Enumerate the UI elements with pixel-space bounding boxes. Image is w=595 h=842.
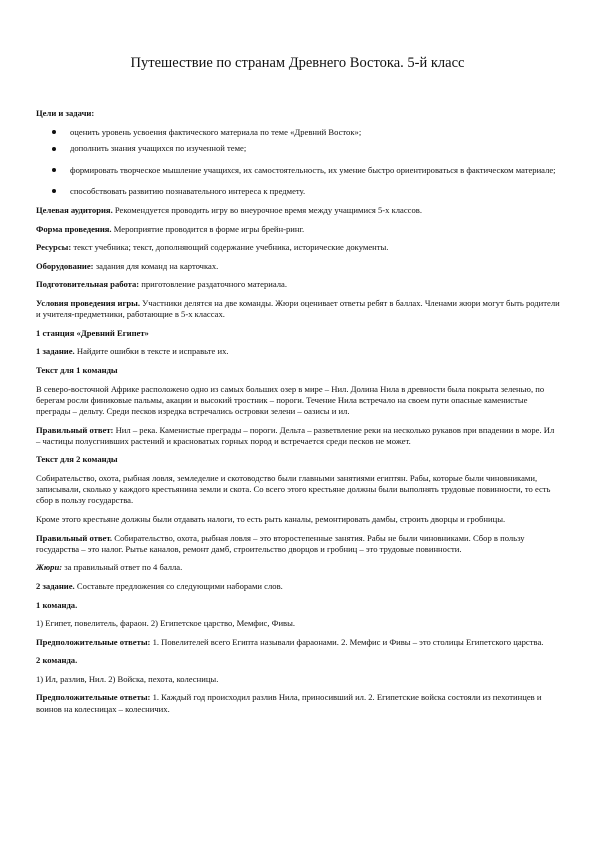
target-audience: Целевая аудитория. Рекомендуется проводить игру во внеурочное время между учащимися 5-х классов.	[36, 205, 422, 215]
team1-heading: Текст для 1 команды	[36, 364, 118, 375]
task-1: 1 задание. Найдите ошибки в тексте и исправьте их.	[36, 346, 229, 357]
team2-heading: Текст для 2 команды	[36, 454, 118, 465]
document-body	[36, 108, 560, 722]
event-form: Форма проведения. Мероприятие проводится в форме игры брейн-ринг.	[36, 223, 305, 234]
team2-text-extra: Кроме этого крестьяне должны были отдавать налоги, то есть рыть каналы, ремонтировать дамбы, строить дворцы и гробницы.	[36, 513, 506, 524]
list-item: дополнить знания учащихся по изученной теме;	[36, 143, 560, 154]
team1-answer: Правильный ответ: Нил – река. Каменистые преграды – пороги. Дельта – разветвление реки на несколько рукавов при впадении в море. Ил – частицы полусгнивших растений и красноватых горных пород и встречается среди песков не может.	[36, 424, 555, 446]
jury-note: Жюри: за правильный ответ по 4 балла.	[36, 562, 183, 573]
bullet-icon	[52, 189, 56, 193]
station-heading: 1 станция «Древний Египет»	[36, 327, 149, 338]
goals-heading: Цели и задачи:	[36, 108, 95, 118]
bullet-icon	[52, 168, 56, 172]
team1-text: В северо-восточной Африке расположено одно из самых больших озер в мире – Нил. Долина Нила в древности была покрыта зеленью, по берегам росли финиковые пальмы, акации и высокий тростник – пороги. Течение Нила встречало на своем пути опасные каменистые преграды – дельту. Среди песков изредка встречались островки зелени – оазисы и ил.	[36, 383, 545, 416]
team2-answer: Правильный ответ. Собирательство, охота, рыбная ловля – это второстепенные занятия. Рабы не были чиновниками. Сбор в пользу государства – это налог. Рытье каналов, ремонт дамб, строительство дворцов и гробниц – это трудовые повинности.	[36, 532, 525, 554]
command1-heading: 1 команда.	[36, 599, 78, 610]
goals-list	[36, 127, 560, 197]
bullet-icon	[52, 130, 56, 134]
page-title: Путешествие по странам Древнего Востока. 5-й класс	[130, 55, 465, 71]
game-conditions: Условия проведения игры. Участники делятся на две команды. Жюри оценивает ответы ребят в баллах. Членами жюри могут быть родители и учителя-предметники, работающие в 5-х классах.	[36, 297, 560, 320]
list-item: способствовать развитию познавательного интереса к предмету.	[36, 186, 560, 197]
team2-text: Собирательство, охота, рыбная ловля, земледелие и скотоводство были главными занятиями египтян. Рабы, которые были чиновниками, записывали, сколько у каждого крестьянина земли и скота. Со всего этого крестьяне должны были выполнять трудовые повинности, то есть сбор в пользу государства.	[36, 472, 551, 506]
list-item: оценить уровень усвоения фактического материала по теме «Древний Восток»;	[36, 127, 560, 138]
command2-answer: Предположительные ответы: 1. Каждый год происходил разлив Нила, приносивший ил. 2. Египетские войска состояли из пехотинцев и воинов на колесницах – колесничих.	[36, 692, 542, 714]
command1-answer: Предположительные ответы: 1. Повелителей всего Египта называли фараонами. 2. Мемфис и Фивы – это столицы Египетского царства.	[36, 636, 544, 647]
command1-words: 1) Египет, повелитель, фараон. 2) Египетское царство, Мемфис, Фивы.	[36, 618, 296, 629]
list-item: формировать творческое мышление учащихся, их самостоятельность, их умение быстро ориентироваться в фактическом материале;	[36, 165, 560, 176]
equipment: Оборудование: задания для команд на карточках.	[36, 260, 219, 271]
task-2: 2 задание. Составьте предложения со следующими наборами слов.	[36, 580, 283, 591]
bullet-icon	[52, 147, 56, 151]
command2-words: 1) Ил, разлив, Нил. 2) Войска, пехота, колесницы.	[36, 673, 219, 684]
preparation: Подготовительная работа: приготовление раздаточного материала.	[36, 279, 287, 290]
resources: Ресурсы: текст учебника; текст, дополняющий содержание учебника, исторические документы.	[36, 242, 389, 253]
command2-heading: 2 команда.	[36, 655, 78, 666]
